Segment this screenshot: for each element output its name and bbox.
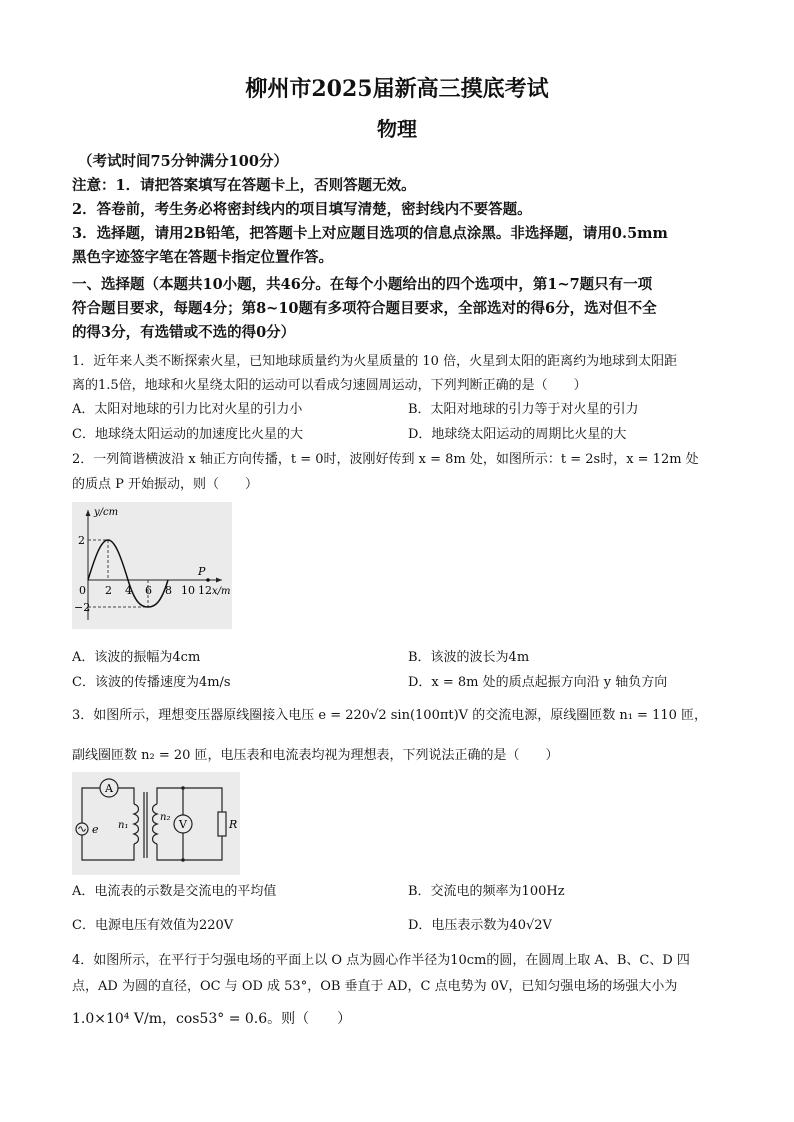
x-tick-2: 2 <box>105 584 112 597</box>
subject-title: 物理 <box>377 117 417 141</box>
q1-option-d: D．地球绕太阳运动的周期比火星的大 <box>408 427 627 442</box>
x-tick-8: 8 <box>165 584 172 597</box>
q1-line2: 离的1.5倍，地球和火星绕太阳的运动可以看成匀速圆周运动，下列判断正确的是（ ） <box>72 378 587 393</box>
resistor-label: R <box>229 818 238 831</box>
junction-bottom <box>181 858 185 862</box>
x-axis-label: x/m <box>212 586 231 597</box>
y-tick-min: −2 <box>74 601 91 614</box>
q1-option-c: C．地球绕太阳运动的加速度比火星的大 <box>72 427 303 442</box>
origin-label: 0 <box>79 584 86 597</box>
q2-line1: 2．一列简谐横波沿 x 轴正方向传播，t = 0时，波刚好传到 x = 8m 处，如图所示：t = 2s时，x = 12m 处 <box>72 452 699 467</box>
note-3-line2: 黑色字迹签字笔在答题卡指定位置作答。 <box>72 249 333 266</box>
q3-option-c: C．电源电压有效值为220V <box>72 918 234 933</box>
q2-option-c: C．该波的传播速度为4m/s <box>72 675 231 690</box>
x-tick-6: 6 <box>145 584 152 597</box>
q4-line3: 1.0×10⁴ V/m，cos53° = 0.6。则（ ） <box>72 1011 352 1027</box>
junction-top <box>181 786 185 790</box>
q3-line1: 3．如图所示，理想变压器原线圈接入电压 e = 220√2 sin(100πt)V 的交流电源，原线圈匝数 n₁ = 110 匝， <box>72 708 708 723</box>
q2-option-d: D．x = 8m 处的质点起振方向沿 y 轴负方向 <box>408 675 668 690</box>
q2-option-a: A．该波的振幅为4cm <box>72 650 201 665</box>
voltmeter-label: V <box>179 818 187 831</box>
section1-line2: 符合题目要求，每题4分；第8~10题有多项符合题目要求，全部选对的得6分，选对但不全 <box>72 300 657 317</box>
source-label: e <box>92 823 99 836</box>
q4-line1: 4．如图所示，在平行于匀强电场的平面上以 O 点为圆心作半径为10cm的圆，在圆周上取 A、B、C、D 四 <box>72 953 690 968</box>
x-tick-4: 4 <box>125 584 132 597</box>
x-tick-12: 12 <box>198 584 212 597</box>
section1-line1: 一、选择题（本题共10小题，共46分。在每个小题给出的四个选项中，第1~7题只有一项 <box>72 276 653 293</box>
ammeter-label: A <box>105 782 113 795</box>
y-tick-max: 2 <box>78 534 85 547</box>
q1-option-a: A．太阳对地球的引力比对火星的引力小 <box>72 402 303 417</box>
exam-title: 柳州市2025届新高三摸底考试 <box>245 76 549 102</box>
point-p <box>206 578 210 582</box>
x-tick-10: 10 <box>181 584 195 597</box>
wave-graph-bg <box>72 502 232 629</box>
q1-option-b: B．太阳对地球的引力等于对火星的引力 <box>408 402 639 417</box>
q2-option-b: B．该波的波长为4m <box>408 650 530 665</box>
q3-option-b: B．交流电的频率为100Hz <box>408 884 565 899</box>
section1-line3: 的得3分，有选错或不选的得0分） <box>72 324 296 341</box>
note-2: 2．答卷前，考生务必将密封线内的项目填写清楚，密封线内不要答题。 <box>72 201 532 218</box>
q4-line2: 点，AD 为圆的直径，OC 与 OD 成 53°，OB 垂直于 AD，C 点电势为 0V，已知匀强电场的场强大小为 <box>72 979 678 994</box>
transformer-circuit <box>72 772 240 875</box>
resistor <box>218 812 226 836</box>
y-axis-label: y/cm <box>94 507 119 518</box>
q3-line2: 副线圈匝数 n₂ = 20 匝，电压表和电流表均视为理想表，下列说法正确的是（ ） <box>72 748 559 763</box>
n2-label: n₂ <box>160 812 171 823</box>
point-p-label: P <box>198 565 206 578</box>
note-3-line1: 3．选择题，请用2B铅笔，把答题卡上对应题目选项的信息点涂黑。非选择题，请用0.5mm <box>72 225 668 242</box>
n1-label: n₁ <box>118 820 129 831</box>
q3-option-a: A．电流表的示数是交流电的平均值 <box>72 884 277 899</box>
exam-time: （考试时间75分钟满分100分） <box>78 153 288 170</box>
wave-graph <box>72 502 232 629</box>
q1-line1: 1．近年来人类不断探索火星，已知地球质量约为火星质量的 10 倍，火星到太阳的距离约为地球到太阳距 <box>72 354 678 369</box>
q2-line2: 的质点 P 开始振动，则（ ） <box>72 477 259 492</box>
q3-option-d: D．电压表示数为40√2V <box>408 918 552 933</box>
note-1: 注意：1．请把答案填写在答题卡上，否则答题无效。 <box>72 177 416 194</box>
